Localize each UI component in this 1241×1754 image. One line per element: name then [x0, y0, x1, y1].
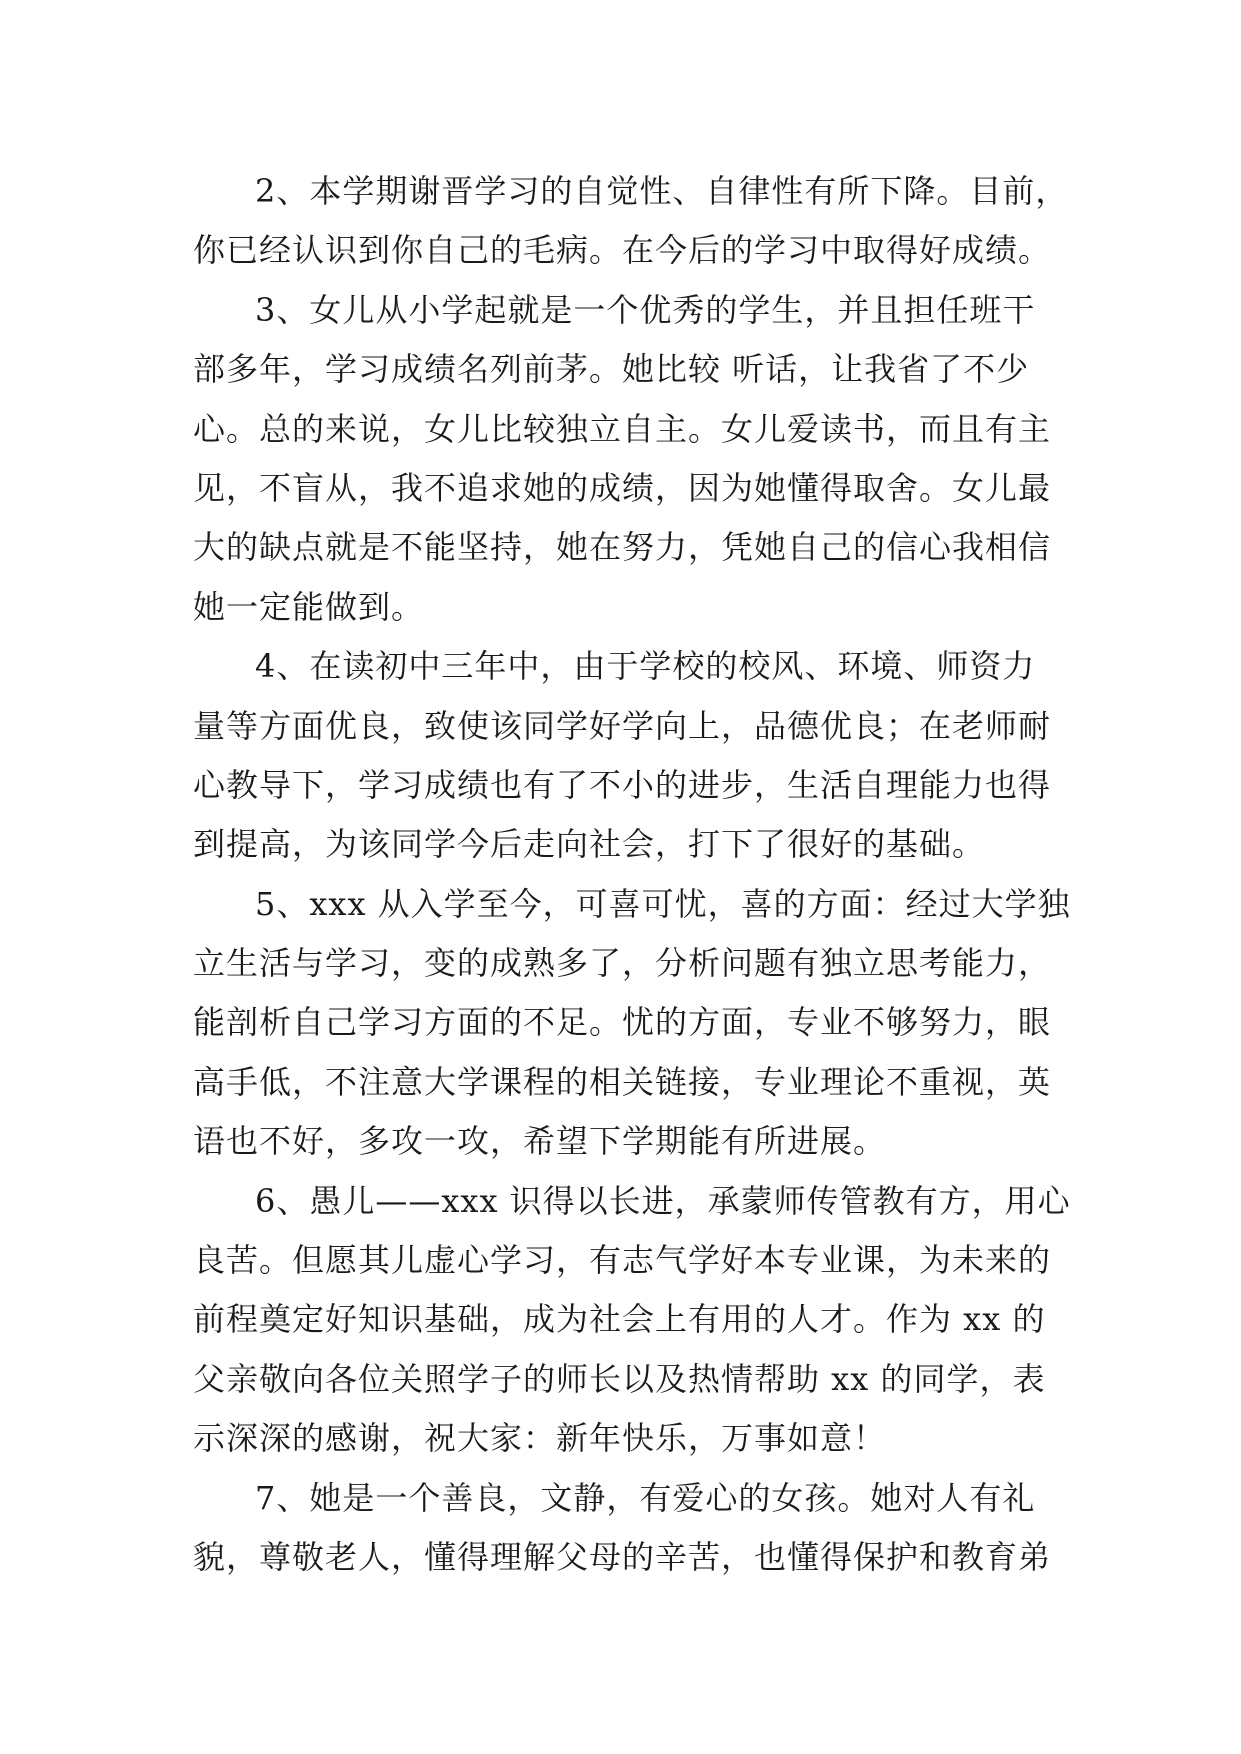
text-line: 部多年，学习成绩名列前茅。她比较 听话，让我省了不少 — [193, 350, 1030, 389]
text-line: 5、xxx 从入学至今，可喜可忧，喜的方面：经过大学独 — [255, 884, 1071, 923]
paragraph-3 — [193, 281, 1073, 637]
paragraph-5 — [193, 875, 1073, 1172]
text-line: 心教导下，学习成绩也有了不小的进步，生活自理能力也得 — [193, 765, 1052, 804]
text-line: 貌，尊敬老人，懂得理解父母的辛苦，也懂得保护和教育弟 — [193, 1537, 1052, 1576]
text-line: 她一定能做到。 — [193, 587, 425, 626]
text-line: 3、女儿从小学起就是一个优秀的学生，并且担任班干 — [255, 290, 1036, 329]
text-line: 良苦。但愿其儿虚心学习，有志气学好本专业课，为未来的 — [193, 1241, 1052, 1280]
paragraph-2 — [193, 162, 1073, 281]
document-body — [193, 162, 1073, 1587]
text-line: 见，不盲从，我不追求她的成绩，因为她懂得取舍。女儿最 — [193, 468, 1052, 507]
text-line: 你已经认识到你自己的毛病。在今后的学习中取得好成绩。 — [193, 231, 1052, 270]
text-line: 高手低，不注意大学课程的相关链接，专业理论不重视，英 — [193, 1062, 1052, 1101]
text-line: 7、她是一个善良，文静，有爱心的女孩。她对人有礼 — [255, 1478, 1036, 1517]
paragraph-4 — [193, 637, 1073, 875]
text-line: 示深深的感谢，祝大家：新年快乐，万事如意！ — [193, 1419, 887, 1458]
text-line: 父亲敬向各位关照学子的师长以及热情帮助 xx 的同学，表 — [193, 1359, 1046, 1398]
text-line: 6、愚儿——xxx 识得以长进，承蒙师传管教有方，用心 — [255, 1181, 1071, 1220]
text-line: 心。总的来说，女儿比较独立自主。女儿爱读书，而且有主 — [193, 409, 1052, 448]
text-line: 大的缺点就是不能坚持，她在努力，凭她自己的信心我相信 — [193, 528, 1052, 567]
text-line: 到提高，为该同学今后走向社会，打下了很好的基础。 — [193, 825, 986, 864]
text-line: 能剖析自己学习方面的不足。忧的方面，专业不够努力，眼 — [193, 1003, 1052, 1042]
text-line: 前程奠定好知识基础，成为社会上有用的人才。作为 xx 的 — [193, 1300, 1046, 1339]
text-line: 量等方面优良，致使该同学好学向上，品德优良；在老师耐 — [193, 706, 1052, 745]
paragraph-7 — [193, 1469, 1073, 1588]
text-line: 语也不好，多攻一攻，希望下学期能有所进展。 — [193, 1122, 887, 1161]
paragraph-6 — [193, 1172, 1073, 1469]
text-line: 2、本学期谢晋学习的自觉性、自律性有所下降。目前， — [255, 172, 1069, 210]
text-line: 4、在读初中三年中，由于学校的校风、环境、师资力 — [255, 647, 1036, 686]
text-line: 立生活与学习，变的成熟多了，分析问题有独立思考能力， — [193, 944, 1052, 983]
